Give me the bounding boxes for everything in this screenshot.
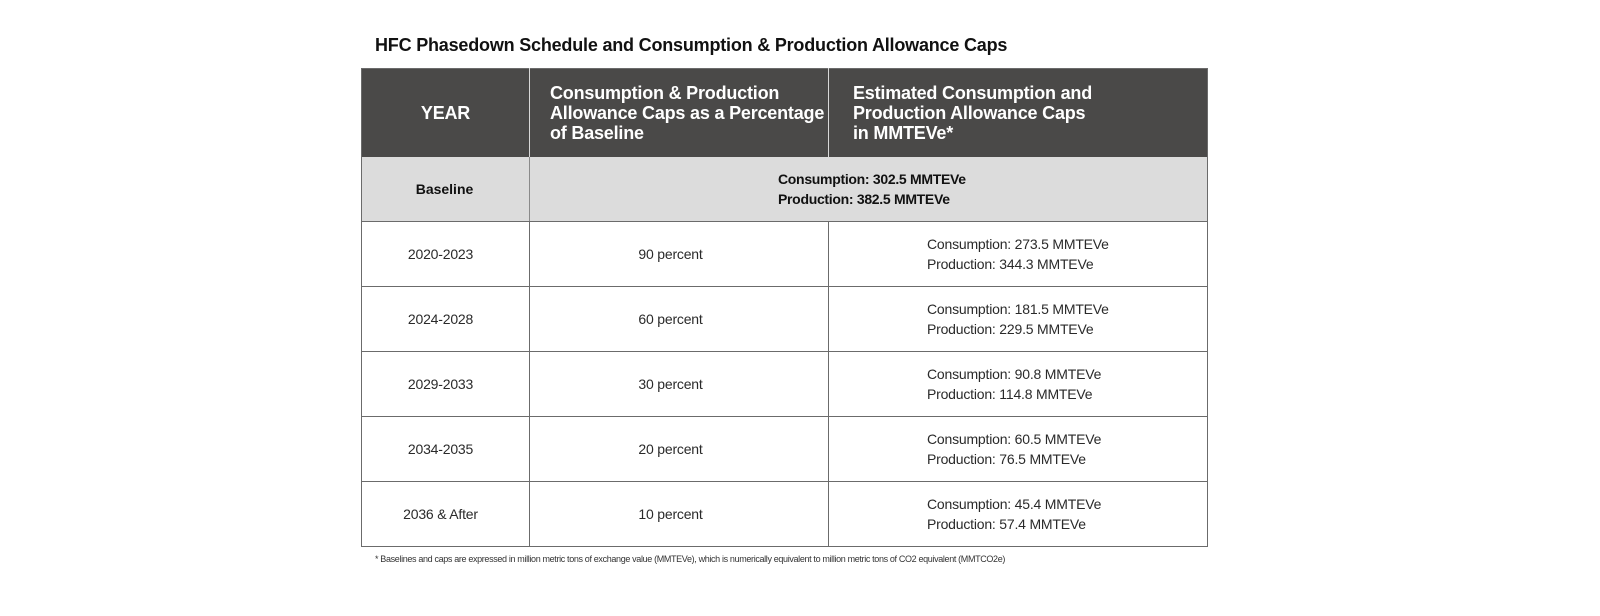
row-production: Production: 76.5 MMTEVe (927, 451, 1086, 467)
row-estimate (829, 482, 1208, 547)
row-percent: 60 percent (530, 287, 829, 352)
row-year: 2034-2035 (362, 417, 530, 482)
row-consumption: Consumption: 90.8 MMTEVe (927, 366, 1102, 382)
row-estimate (829, 287, 1208, 352)
header-percentage-line: of Baseline (550, 123, 644, 143)
table-title: HFC Phasedown Schedule and Consumption & Production Allowance Caps (375, 35, 1008, 55)
baseline-production: Production: 382.5 MMTEVe (778, 191, 950, 207)
table-row (362, 287, 1208, 352)
header-estimated-line: Production Allowance Caps (853, 103, 1086, 123)
header-percentage-line: Consumption & Production (550, 83, 780, 103)
row-production: Production: 229.5 MMTEVe (927, 321, 1094, 337)
row-estimate (829, 417, 1208, 482)
row-percent: 90 percent (530, 222, 829, 287)
row-year: 2024-2028 (362, 287, 530, 352)
header-percentage (530, 69, 829, 158)
phasedown-table (361, 68, 1208, 547)
row-consumption: Consumption: 45.4 MMTEVe (927, 496, 1102, 512)
baseline-label: Baseline (362, 157, 530, 222)
row-production: Production: 57.4 MMTEVe (927, 516, 1086, 532)
row-production: Production: 114.8 MMTEVe (927, 386, 1093, 402)
baseline-row (362, 157, 1208, 222)
row-percent: 20 percent (530, 417, 829, 482)
table-row (362, 222, 1208, 287)
baseline-values (530, 157, 1208, 222)
row-consumption: Consumption: 60.5 MMTEVe (927, 431, 1102, 447)
table-header (362, 69, 1208, 158)
header-estimated-line: in MMTEVe* (853, 123, 954, 143)
row-estimate (829, 352, 1208, 417)
header-percentage-line: Allowance Caps as a Percentage (550, 103, 825, 123)
row-estimate (829, 222, 1208, 287)
header-year: YEAR (362, 69, 530, 158)
row-production: Production: 344.3 MMTEVe (927, 256, 1094, 272)
footnote: * Baselines and caps are expressed in million metric tons of exchange value (MMTEVe), which is numerically equivalent to million metric tons of CO2 equivalent (MMTCO2e) (375, 554, 1005, 564)
row-percent: 30 percent (530, 352, 829, 417)
row-year: 2036 & After (362, 482, 530, 547)
row-year: 2020-2023 (362, 222, 530, 287)
table-row (362, 482, 1208, 547)
row-consumption: Consumption: 181.5 MMTEVe (927, 301, 1109, 317)
table-row (362, 417, 1208, 482)
table-row (362, 352, 1208, 417)
header-estimated-line: Estimated Consumption and (853, 83, 1093, 103)
header-estimated (829, 69, 1208, 158)
row-year: 2029-2033 (362, 352, 530, 417)
row-percent: 10 percent (530, 482, 829, 547)
table-body (362, 157, 1208, 547)
header-row (362, 69, 1208, 158)
baseline-consumption: Consumption: 302.5 MMTEVe (778, 171, 966, 187)
row-consumption: Consumption: 273.5 MMTEVe (927, 236, 1109, 252)
